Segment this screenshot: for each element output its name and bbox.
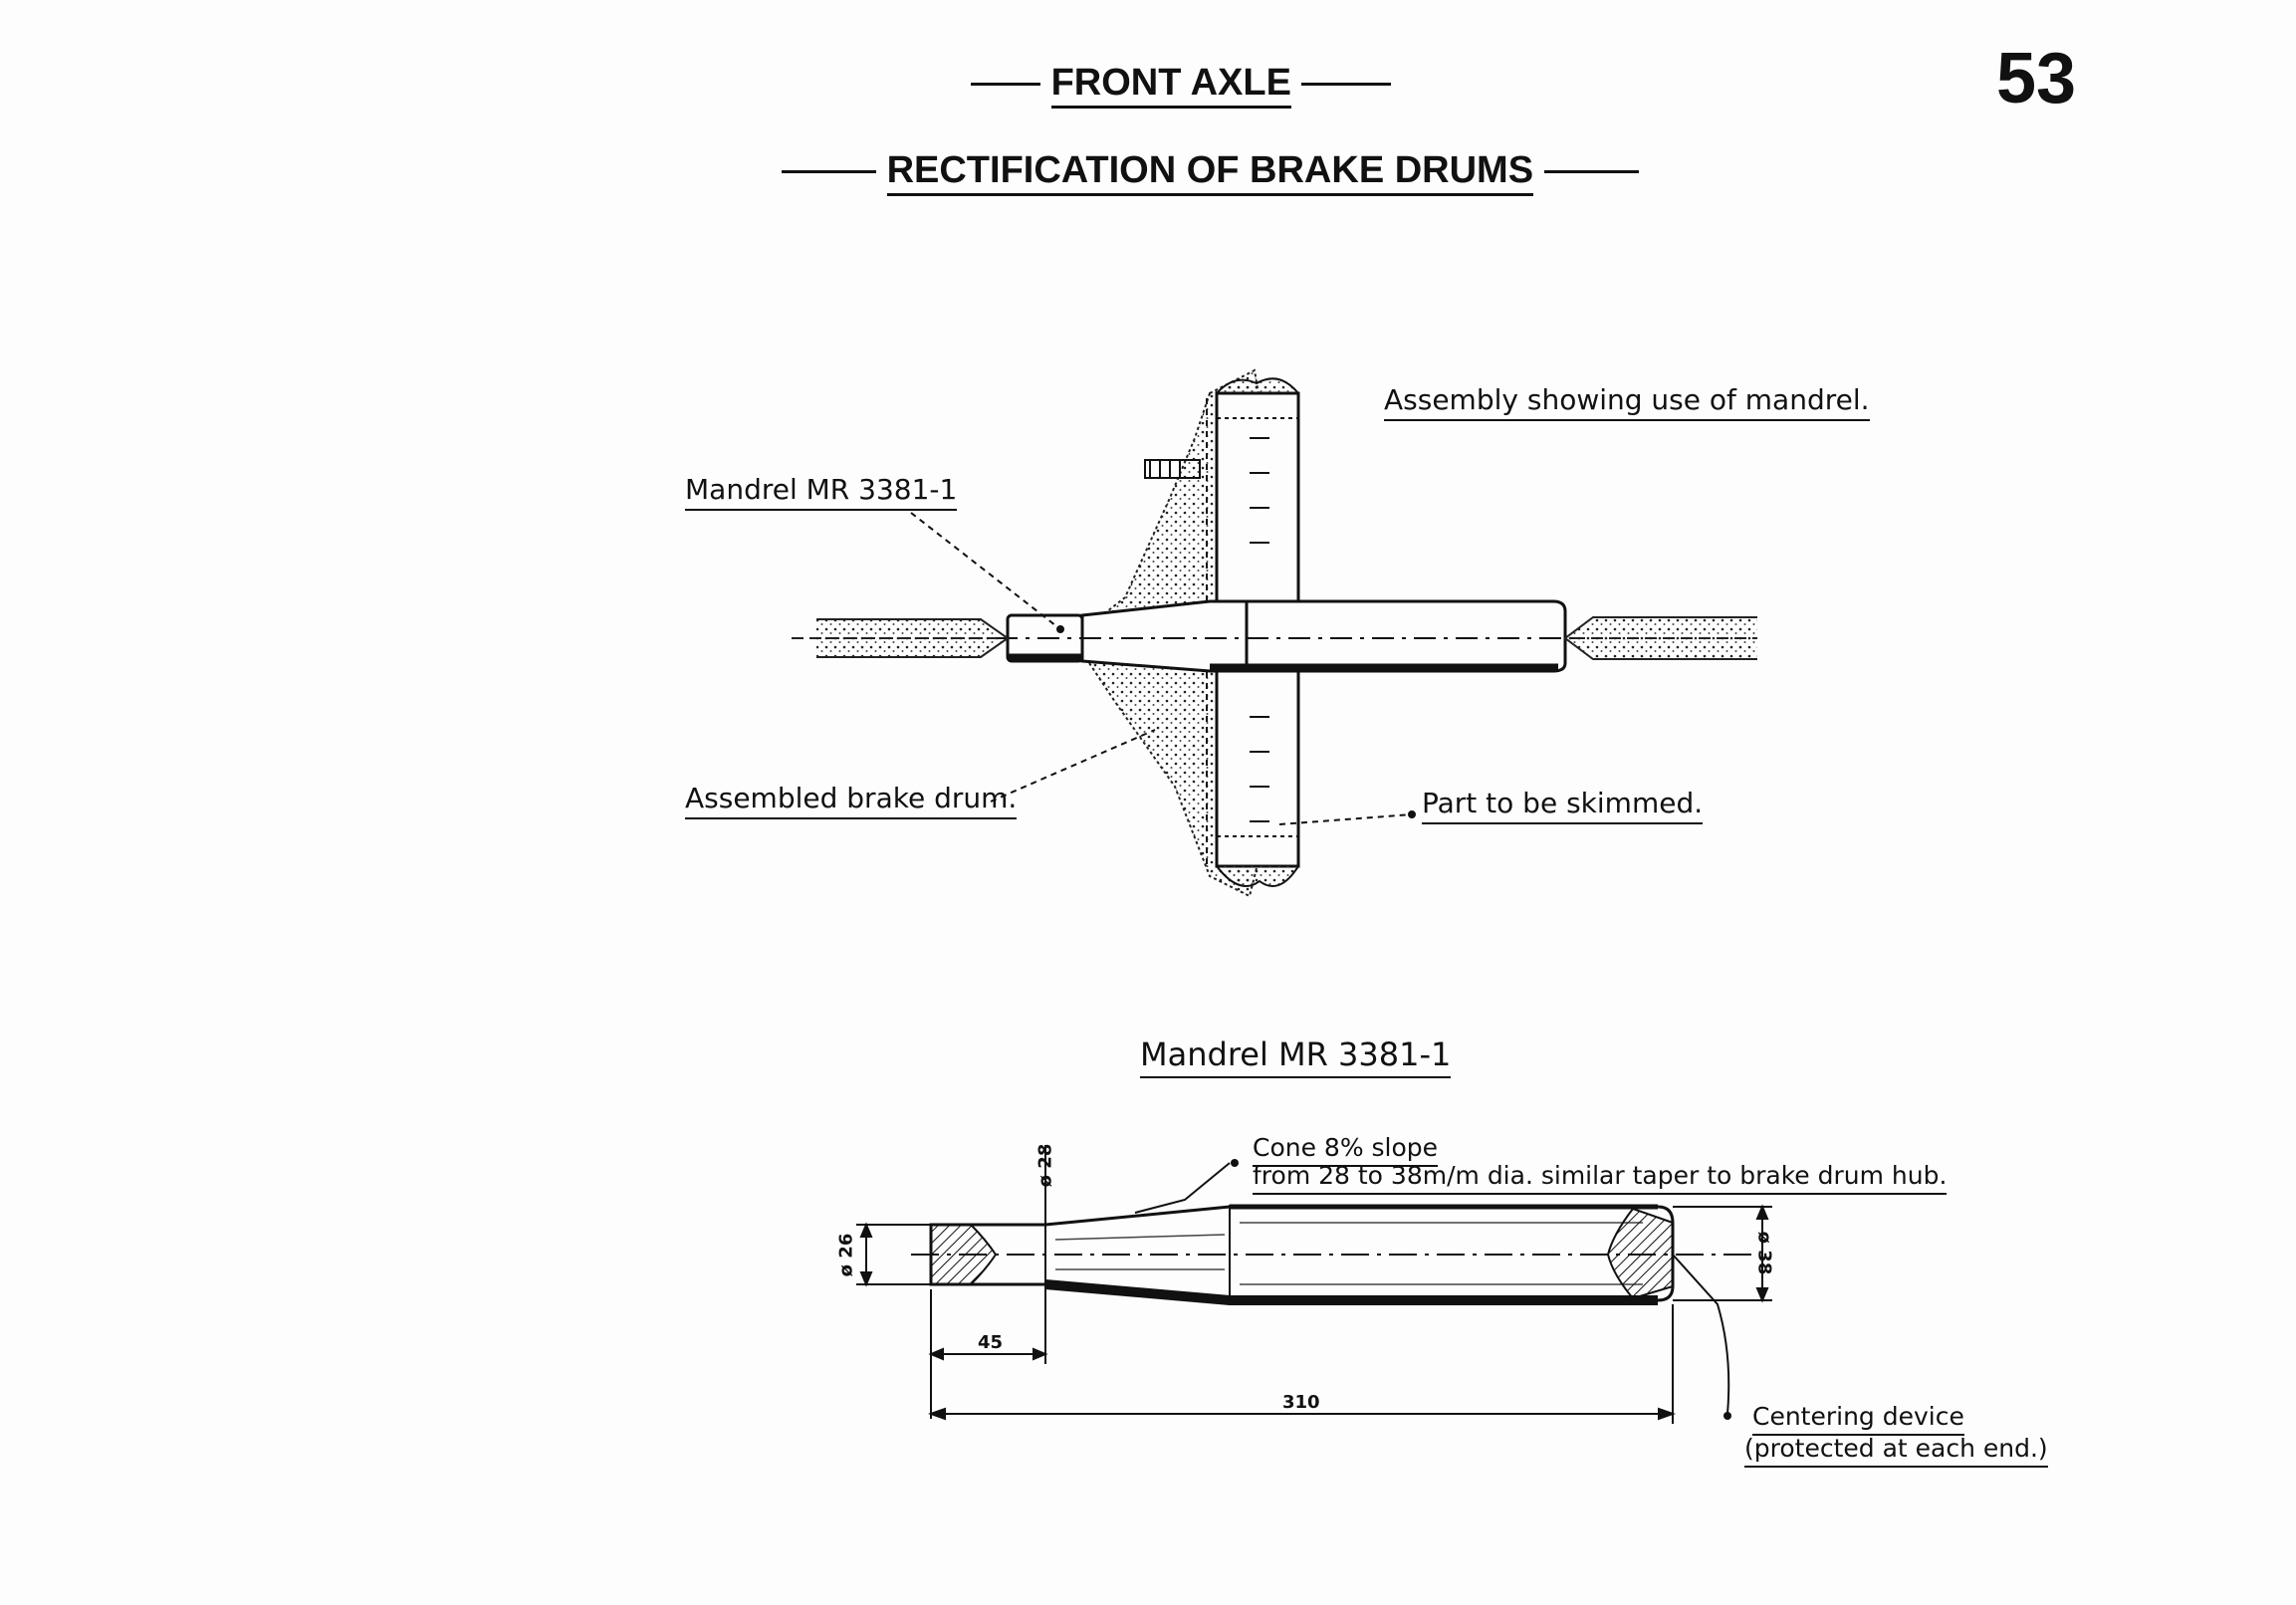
lathe-centre-right: [1565, 617, 1757, 659]
brake-drum-rim-top: [1217, 378, 1298, 393]
label-brake-drum: Assembled brake drum.: [685, 782, 1017, 819]
label-part-skimmed: Part to be skimmed.: [1422, 787, 1703, 824]
assembly-mandrel: [996, 601, 1583, 671]
centering-note-line1: Centering device: [1752, 1402, 1964, 1436]
label-mandrel: Mandrel MR 3381-1: [685, 473, 957, 511]
page-number: 53: [1996, 39, 2077, 118]
dim-text-38: ø 38: [1753, 1231, 1775, 1275]
mandrel-detail-title: Mandrel MR 3381-1: [1140, 1035, 1451, 1078]
assembly-caption: Assembly showing use of mandrel.: [1384, 383, 1870, 421]
centering-note-line2: (protected at each end.): [1744, 1434, 2048, 1468]
cone-note-line1: Cone 8% slope: [1253, 1133, 1438, 1167]
dim-text-310: 310: [1282, 1392, 1320, 1413]
leader-cone: [1135, 1163, 1230, 1213]
dim-length-45: [931, 1289, 1045, 1419]
page-title-text: FRONT AXLE: [1051, 62, 1291, 109]
dim-text-28: ø 28: [1034, 1143, 1056, 1188]
leader-mandrel: [911, 513, 1060, 629]
lathe-centre-left: [792, 619, 1008, 657]
dim-text-26: ø 26: [835, 1233, 857, 1277]
dim-text-45: 45: [978, 1332, 1004, 1353]
cone-note-line2: from 28 to 38m/m dia. similar taper to brake drum hub.: [1253, 1161, 1947, 1195]
leader-centering: [1673, 1255, 1728, 1414]
page-subtitle-text: RECTIFICATION OF BRAKE DRUMS: [887, 149, 1534, 196]
